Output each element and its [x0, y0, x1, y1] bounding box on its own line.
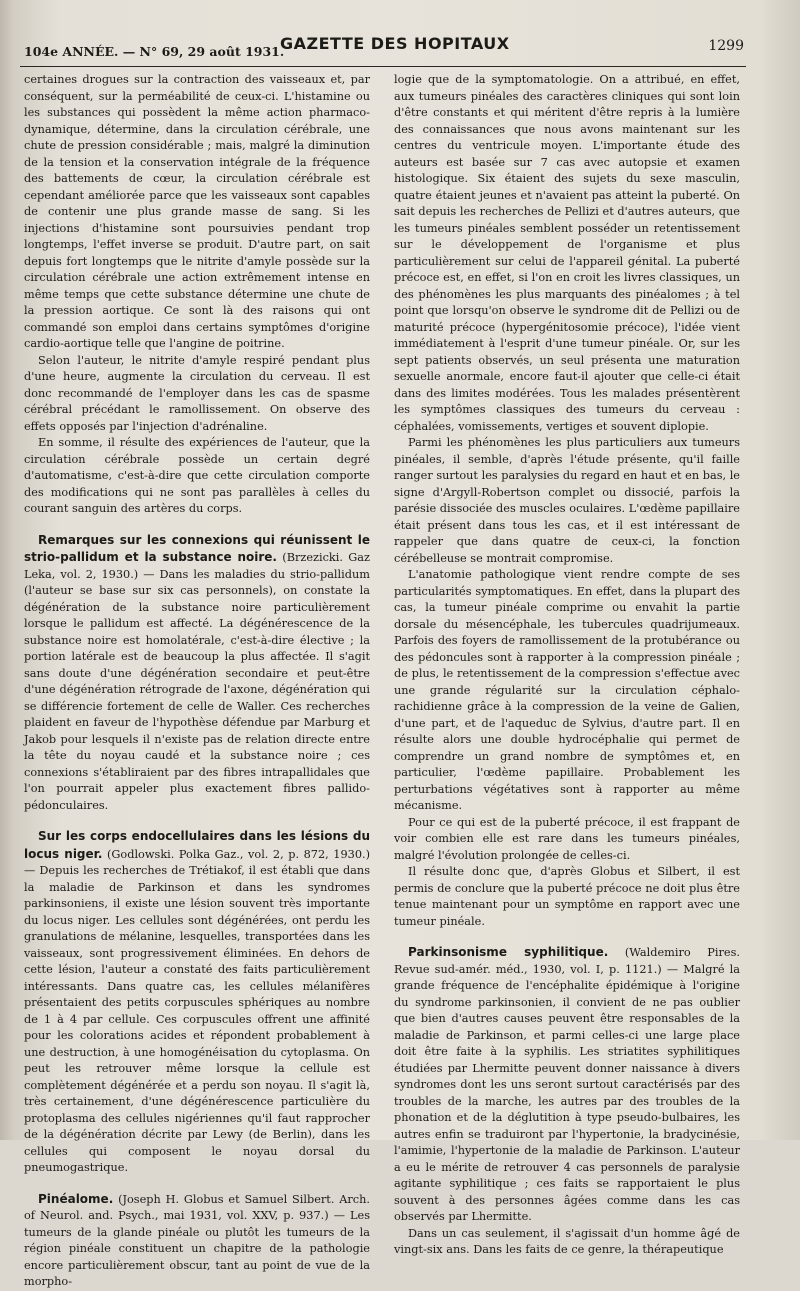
left-column: [24, 72, 370, 1291]
article-remarques: [24, 532, 370, 815]
journal-title: GAZETTE DES HOPITAUX: [280, 34, 510, 53]
article-text: — Depuis les recherches de Trétiakof, il est établi que dans la maladie de Parkinson et dans les syndromes parkinsoniens, il existe une lésion souvent très importante du locus niger. Les cellules sont dégénérées, ont perdu les granulations de mélanine, lesquelles, transportées dans les vaisseaux, sont progressivement éliminées. En dehors de cette lésion, l'auteur a constaté des faits particulièrement intéressants. Dans quatre cas, les cellules mélanifères présentaient des petits corpuscules sphériques au nombre de 1 à 4 par cellule. Ces corpuscules offrent une affinité pour les colorations acides et répondent probablement à une destruction, à une homogénéisation du cytoplasma. On peut les retrouver même lorsque la cellule est complètement dégénérée et a perdu son noyau. Il s'agit là, très certainement, d'une dégénérescence particulière du protoplasma des cellules nigériennes qu'il faut rapprocher de la dégénération décrite par Lewy (de Berlin), dans les cellules qui composent le noyau dorsal du pneumogastrique.: [24, 864, 370, 1174]
paragraph: En somme, il résulte des expériences de l'auteur, que la circulation cérébrale possède un certain degré d'automatisme, c'est-à-dire que cette circulation comporte des modifications qui ne sont pas parallèles à celles du courant sanguin des artères du corps.: [24, 436, 370, 515]
paragraph: certaines drogues sur la contraction des vaisseaux et, par conséquent, sur la perméabilité de ceux-ci. L'histamine ou les substances qui possèdent la même action pharmaco-dynamique, détermine, dans la circulation cérébrale, une chute de pression considérable ; mais, malgré la diminution de la tension et la conservation intégrale de la fréquence des battements de cœur, la circulation cérébrale est cependant améliorée parce que les vaisseaux sont capables de contenir une plus grande masse de sang. Si les injections d'histamine sont poursuivies pendant trop longtemps, l'effet inverse se produit. D'autre part, on sait depuis fort longtemps que le nitrite d'amyle possède sur la circulation cérébrale une action extrêmement intense en même temps que cette substance détermine une chute de la pression aortique. Ce sont là des raisons qui ont commandé son emploi dans certains symptômes d'origine cardio-aortique telle que l'angine de poitrine.: [24, 73, 370, 350]
paragraph: Dans un cas seulement, il s'agissait d'un homme âgé de vingt-six ans. Dans les faits de ce genre, la thérapeutique: [394, 1226, 740, 1256]
paragraph: Parmi les phénomènes les plus particuliers aux tumeurs pinéales, il semble, d'après l'étude présente, qu'il faille ranger surtout les paralysies du regard en haut et en bas, le signe d'Argyll-Robertson complet ou dissocié, parfois la parésie dissociée des muscles oculaires. L'œdème papillaire était présent dans tous les cas, et il est intéressant de rappeler que dans quatre de ceux-ci, la fonction cérébelleuse se montrait compromise.: [394, 436, 740, 565]
article-reference: (Waldemiro Pires. Revue sud-amér. méd., 1930, vol. I, p. 1121.): [394, 946, 740, 976]
header-rule: [20, 66, 746, 67]
article-title: Remarques sur les connexions qui réunissent le strio-pallidum et la substance noire.: [24, 532, 370, 564]
page-header: [24, 34, 744, 62]
article-reference: (Brzezicki. Gaz Leka, vol. 2, 1930.): [24, 551, 370, 581]
article-title: Pinéalome.: [38, 1191, 114, 1206]
article-text: — Malgré la grande fréquence de l'encéphalite épidémique à l'origine du syndrome parkinsonien, il convient de ne pas oublier que bien d'autres causes peuvent être responsables de la maladie de Parkinson, et parmi celles-ci une large place doit être faite à la syphilis. Les striatites syphilitiques étudiées par Lhermitte peuvent donner naissance à divers syndromes dont les uns seront surtout caractérisés par des troubles de la marche, les autres par des troubles de la phonation et de la déglutition à type pseudo-bulbaires, les autres enfin se traduiront par l'hypertonie, la bradycinésie, l'amimie, l'hypertonie de la maladie de Parkinson. L'auteur a eu le mérite de retrouver 4 cas personnels de paralysie agitante syphilitique ; ces faits se rapportaient le plus souvent à des personnes âgées comme dans les cas observés par Lhermitte.: [394, 962, 741, 1223]
issue-info: 104e ANNÉE. — N° 69, 29 août 1931.: [24, 44, 285, 59]
paragraph: L'anatomie pathologique vient rendre compte de ses particularités symptomatiques. En effet, dans la plupart des cas, la tumeur pinéale comprime ou envahit la partie dorsale du mésencéphale, les tubercules quadrijumeaux. Parfois des foyers de ramollissement de la protubérance ou des pédoncules sont à rapporter à la compression pinéale ; de plus, le retentissement de la compression s'effectue avec une grande régularité sur la circulation céphalo-rachidienne grâce à la compression de la veine de Galien, d'une part, et de l'aqueduc de Sylvius, d'autre part. Il en résulte alors une double hydrocéphalie qui permet de comprendre un grand nombre de symptômes et, en particulier, l'œdème papillaire. Probablement les perturbations végétatives sont à rapporter au même mécanisme.: [394, 568, 740, 812]
paragraph: logie que de la symptomatologie. On a attribué, en effet, aux tumeurs pinéales des caractères cliniques qui sont loin d'être constants et qui méritent d'être repris à la lumière des connaissances que nous avons maintenant sur les centres du ventricule moyen. L'importante étude des auteurs est basée sur 7 cas avec autopsie et examen histologique. Six étaient des sujets du sexe masculin, quatre étaient jeunes et n'avaient pas atteint la puberté. On sait depuis les recherches de Pellizi et d'autres auteurs, que les tumeurs pinéales semblent posséder un retentissement sur le développement de l'organisme et plus particulièrement sur celui de l'appareil génital. La puberté précoce est, en effet, si l'on en croit les livres classiques, un des phénomènes les plus marquants des pinéalomes ; à tel point que lorsqu'on observe le syndrome dit de Pellizi ou de maturité précoce (hypergénitosomie précoce), l'idée vient immédiatement à l'esprit d'une tumeur pinéale. Or, sur les sept patients observés, un seul présenta une maturation sexuelle anormale, encore faut-il ajouter que celle-ci était dans des limites modérées. Tous les malades présentèrent les symptômes classiques des tumeurs du cerveau : céphalées, vomissements, vertiges et souvent diplopie.: [394, 73, 740, 433]
right-column: [394, 72, 740, 1259]
article-reference: (Godlowski. Polka Gaz., vol. 2, p. 872, 1930.): [106, 847, 371, 861]
paragraph: Pour ce qui est de la puberté précoce, il est frappant de voir combien elle est rare dans les tumeurs pinéales, malgré l'évolution prolongée de celles-ci.: [394, 815, 740, 862]
article-text: — Dans les maladies du strio-pallidum (l'auteur se base sur six cas personnels), on constate la dégénération de la substance noire particulièrement lorsque le pallidum est affecté. La dégénérescence de la substance noire est homolatérale, c'est-à-dire élective ; la portion latérale est de beaucoup la plus affectée. Il s'agit sans doute d'une dégénération secondaire et peut-être d'une dégénération rétrograde de l'axone, dégénération qui se différencie fortement de celle de Waller. Ces recherches plaident en faveur de l'hypothèse défendue par Marburg et Jakob pour lesquels il n'existe pas de relation directe entre la tête du noyau caudé et la substance noire ; ces connexions s'établiraient par des fibres intrapallidales que l'on pourrait appeler plus exactement fibres pallido-pédonculaires.: [24, 567, 370, 812]
article-title: Parkinsonisme syphilitique.: [408, 945, 609, 959]
article-parkinsonisme: [394, 944, 740, 1226]
article-title: Sur les corps endocellulaires dans les lésions du locus niger.: [24, 829, 370, 861]
article-corps-endocellulaires: [24, 828, 370, 1177]
article-reference: (Joseph H. Globus et Samuel Silbert. Arch. of Neurol. and. Psych., mai 1931, vol. XXV, p. 937.): [24, 1192, 370, 1222]
paragraph: Il résulte donc que, d'après Globus et Silbert, il est permis de conclure que la puberté précoce ne doit plus être tenue maintenant pour un symptôme en rapport avec une tumeur pinéale.: [394, 865, 740, 928]
article-text: — Les tumeurs de la glande pinéale ou plutôt les tumeurs de la région pinéale constituent un chapitre de la pathologie encore particulièrement obscur, tant au point de vue de la morpho-: [24, 1209, 371, 1288]
article-pinealome: [24, 1191, 370, 1291]
page-number: 1299: [708, 38, 744, 54]
paragraph: Selon l'auteur, le nitrite d'amyle respiré pendant plus d'une heure, augmente la circulation du cerveau. Il est donc recommandé de l'employer dans les cas de spasme cérébral précédant le ramollissement. On observe des effets opposés par l'injection d'adrénaline.: [24, 353, 370, 433]
